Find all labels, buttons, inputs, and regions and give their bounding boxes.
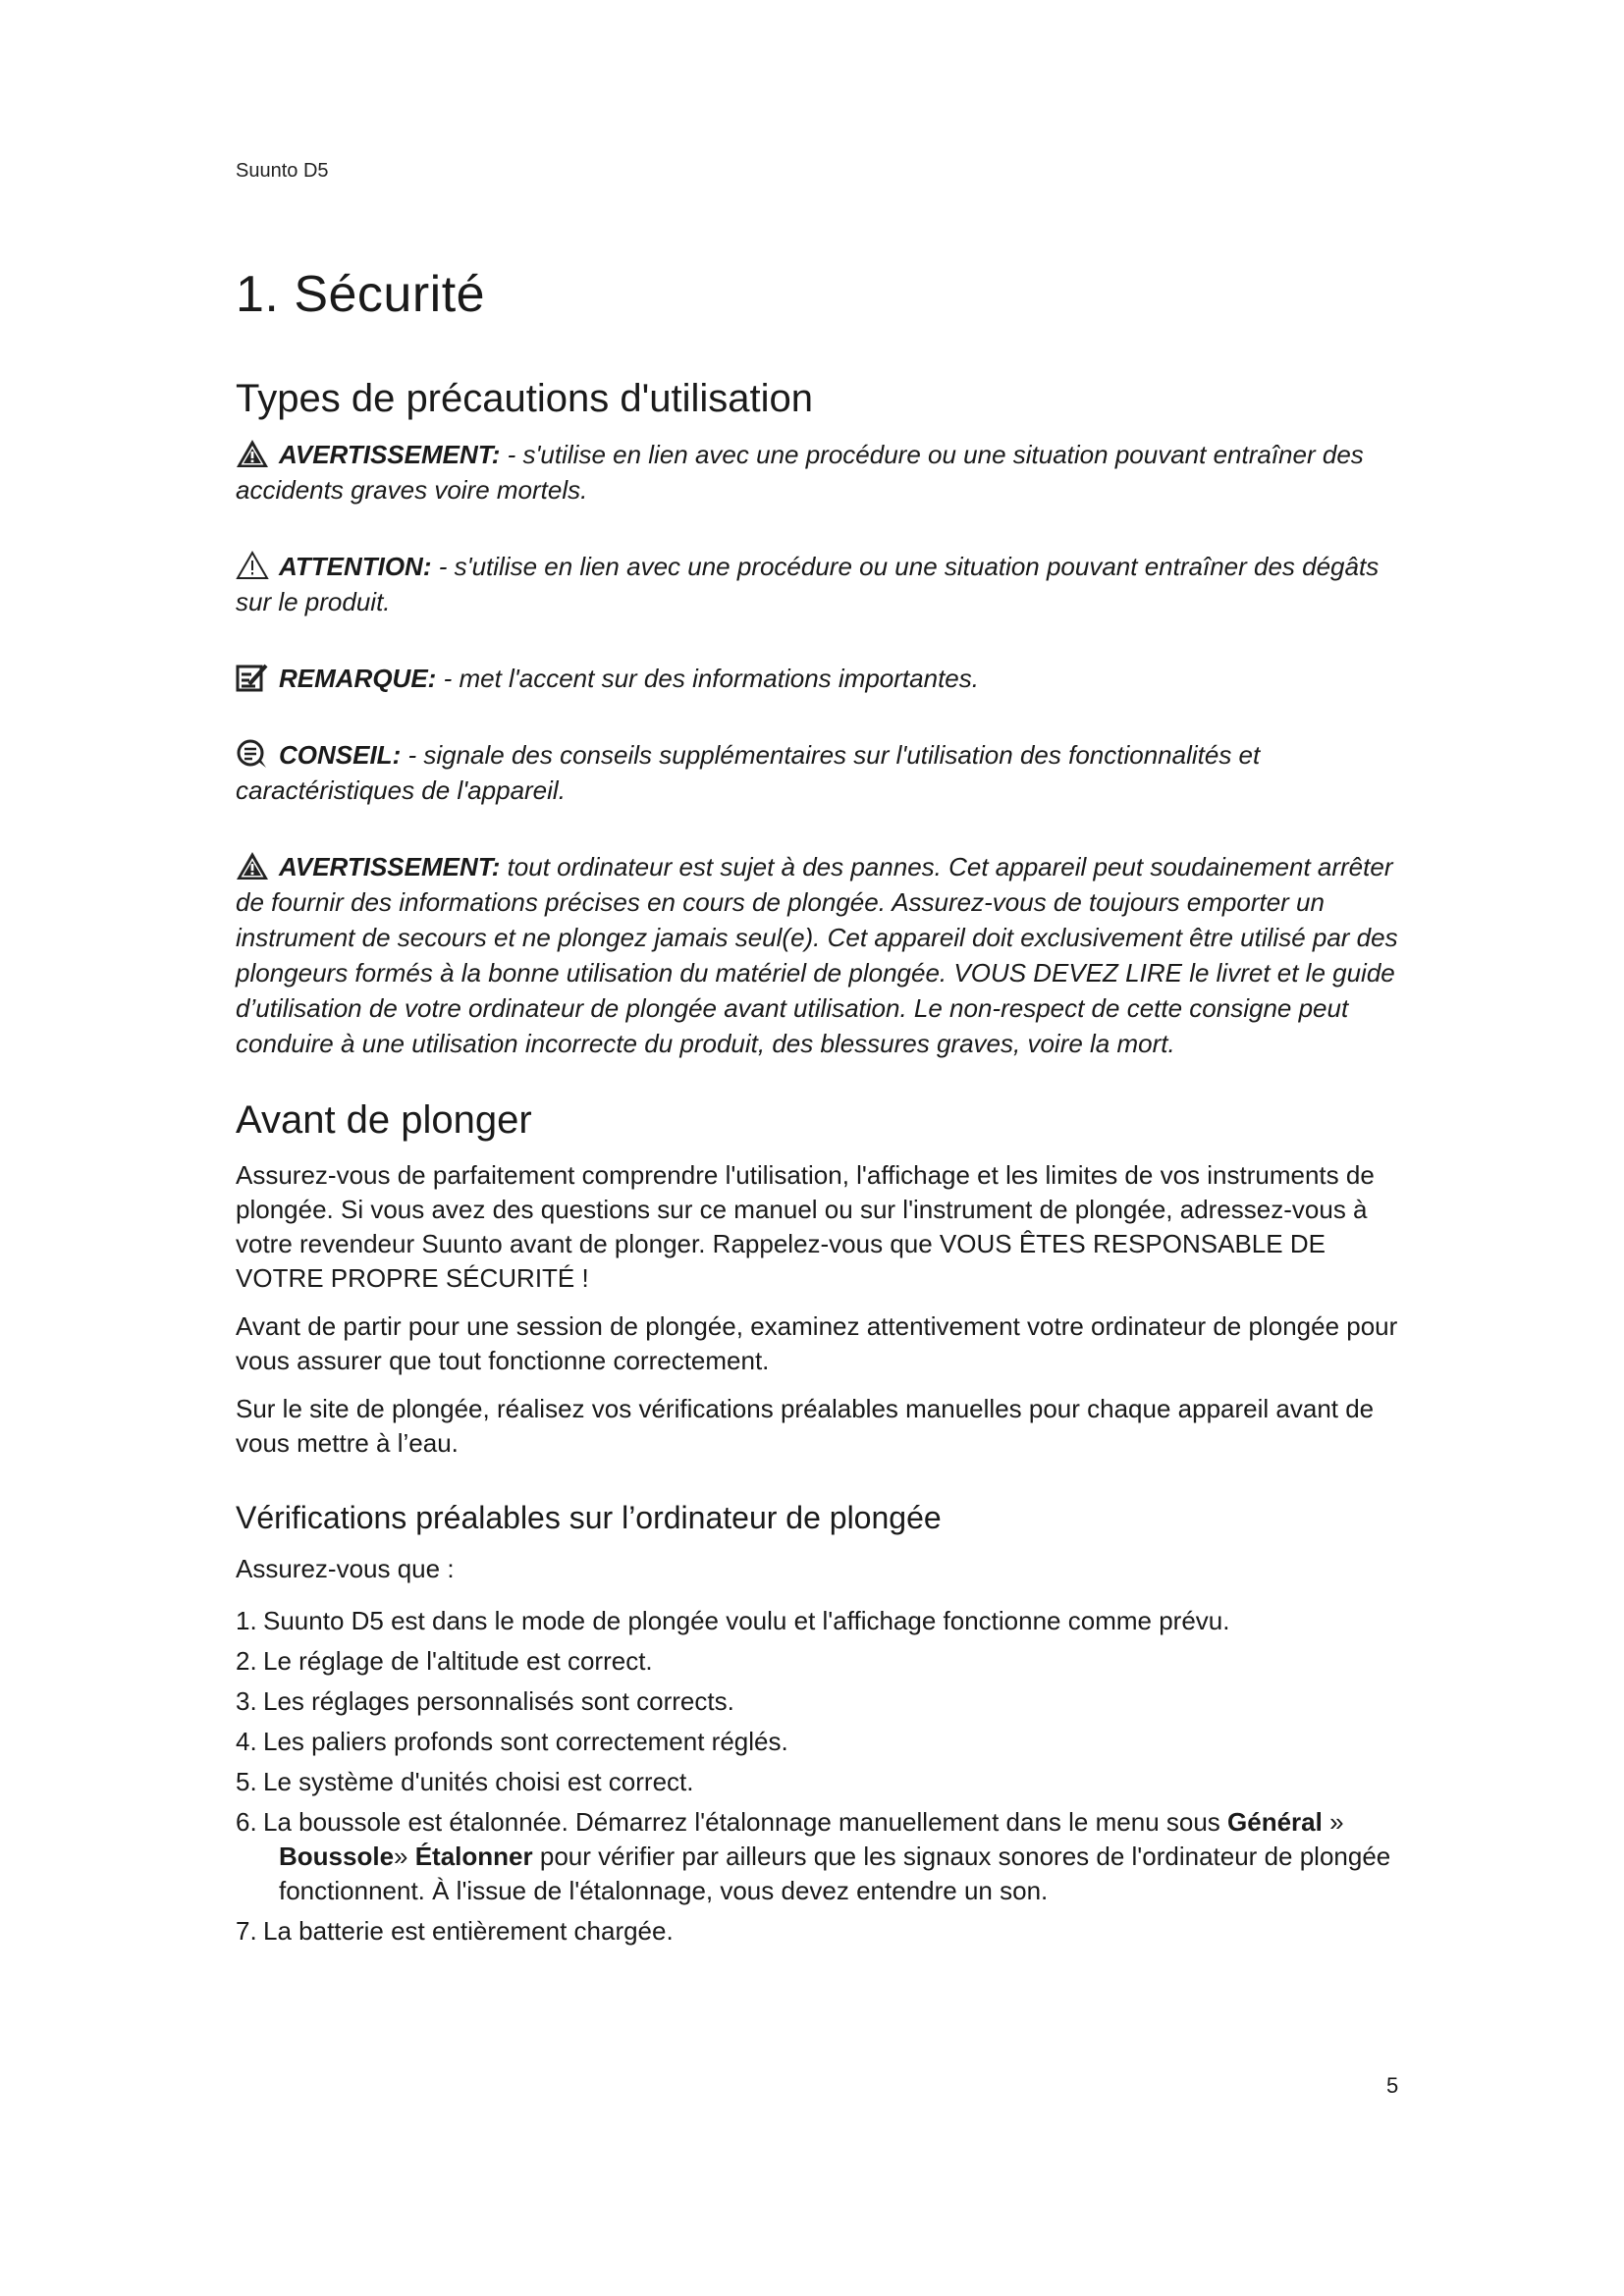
menu-path-compass: Boussole	[279, 1842, 395, 1871]
list-item-number: 3.	[236, 1686, 257, 1716]
warning-triangle-filled-icon	[236, 439, 269, 468]
note-label: REMARQUE:	[279, 664, 437, 693]
list-item	[236, 1684, 1404, 1719]
list-item	[236, 1604, 1404, 1638]
caution-text: - s'utilise en lien avec une procédure ou une situation pouvant entraîner des dégâts sur le produit.	[236, 552, 1380, 616]
list-item	[236, 1765, 1404, 1799]
list-item-text: Le réglage de l'altitude est correct.	[263, 1646, 653, 1676]
note-pencil-icon	[236, 663, 269, 692]
warning-label: AVERTISSEMENT:	[279, 440, 501, 469]
warning-notice	[236, 437, 1404, 507]
running-header: Suunto D5	[236, 160, 329, 182]
list-item-text: La boussole est étalonnée. Démarrez l'étalonnage manuellement dans le menu sous	[263, 1807, 1228, 1837]
page-content	[236, 265, 1404, 1954]
list-item-number: 1.	[236, 1606, 257, 1635]
page-number: 5	[1386, 2073, 1399, 2098]
checks-list	[236, 1604, 1404, 1949]
before-dive-paragraph: Sur le site de plongée, réalisez vos vérifications préalables manuelles pour chaque appareil avant de vous mettre à l’eau.	[236, 1394, 1375, 1458]
tip-label: CONSEIL:	[279, 740, 402, 770]
caution-label: ATTENTION:	[279, 552, 432, 581]
note-text: - met l'accent sur des informations importantes.	[436, 664, 979, 693]
list-item-text: Les réglages personnalisés sont corrects.	[263, 1686, 734, 1716]
list-item-text: Le système d'unités choisi est correct.	[263, 1767, 694, 1796]
tip-bubble-icon	[236, 739, 269, 769]
list-item-number: 5.	[236, 1767, 257, 1796]
main-warning-label: AVERTISSEMENT:	[279, 852, 501, 881]
checks-intro: Assurez-vous que :	[236, 1554, 455, 1583]
warning-text: - s'utilise en lien avec une procédure ou une situation pouvant entraîner des accidents graves voire mortels.	[236, 440, 1364, 505]
before-dive-heading: Avant de plonger	[236, 1098, 532, 1142]
note-notice	[236, 661, 1404, 696]
list-item-text: Suunto D5 est dans le mode de plongée voulu et l'affichage fonctionne comme prévu.	[263, 1606, 1230, 1635]
main-warning-text: tout ordinateur est sujet à des pannes. Cet appareil peut soudainement arrêter de fournir des informations précises en cours de plongée. Assurez-vous de toujours emporter un instrument de secours et ne plongez jamais seul(e). Cet appareil doit exclusivement être utilisé par des plongeurs formés à la bonne utilisation du matériel de plongée. VOUS DEVEZ LIRE le livret et le guide d’utilisation de votre ordinateur de plongée avant utilisation. Le non-respect de cette consigne peut conduire à une utilisation incorrecte du produit, des blessures graves, voire la mort.	[236, 852, 1398, 1058]
list-item-number: 4.	[236, 1727, 257, 1756]
menu-path-calibrate: Étalonner	[414, 1842, 533, 1871]
main-warning-notice	[236, 849, 1404, 1061]
menu-path-separator: »	[1322, 1807, 1344, 1837]
warning-triangle-filled-icon	[236, 851, 269, 881]
list-item-text-continued: pour vérifier par ailleurs que les signaux sonores de l'ordinateur de plongée fonctionnent. À l'issue de l'étalonnage, vous devez entendre un son.	[279, 1842, 1391, 1905]
list-item-number: 6.	[236, 1807, 257, 1837]
list-item	[236, 1914, 1404, 1949]
list-item-text: Les paliers profonds sont correctement réglés.	[263, 1727, 788, 1756]
tip-notice	[236, 737, 1404, 808]
before-dive-paragraph: Assurez-vous de parfaitement comprendre l'utilisation, l'affichage et les limites de vos instruments de plongée. Si vous avez des questions sur ce manuel ou sur l'instrument de plongée, adressez-vous à votre revendeur Suunto avant de plonger. Rappelez-vous que VOUS ÊTES RESPONSABLE DE VOTRE PROPRE SÉCURITÉ !	[236, 1160, 1375, 1293]
menu-path-general: Général	[1227, 1807, 1323, 1837]
list-item-number: 2.	[236, 1646, 257, 1676]
list-item	[236, 1805, 1404, 1908]
tip-text: - signale des conseils supplémentaires sur l'utilisation des fonctionnalités et caractéristiques de l'appareil.	[236, 740, 1261, 805]
warning-triangle-outline-icon	[236, 551, 269, 580]
list-item-number: 7.	[236, 1916, 257, 1946]
caution-notice	[236, 549, 1404, 619]
before-dive-paragraph: Avant de partir pour une session de plongée, examinez attentivement votre ordinateur de plongée pour vous assurer que tout fonctionne correctement.	[236, 1311, 1398, 1375]
list-item	[236, 1725, 1404, 1759]
list-item-text: La batterie est entièrement chargée.	[263, 1916, 674, 1946]
menu-path-separator: »	[394, 1842, 415, 1871]
list-item	[236, 1644, 1404, 1679]
precautions-heading: Types de précautions d'utilisation	[236, 377, 813, 420]
chapter-title: 1. Sécurité	[236, 266, 486, 323]
checks-heading: Vérifications préalables sur l’ordinateur de plongée	[236, 1500, 942, 1535]
